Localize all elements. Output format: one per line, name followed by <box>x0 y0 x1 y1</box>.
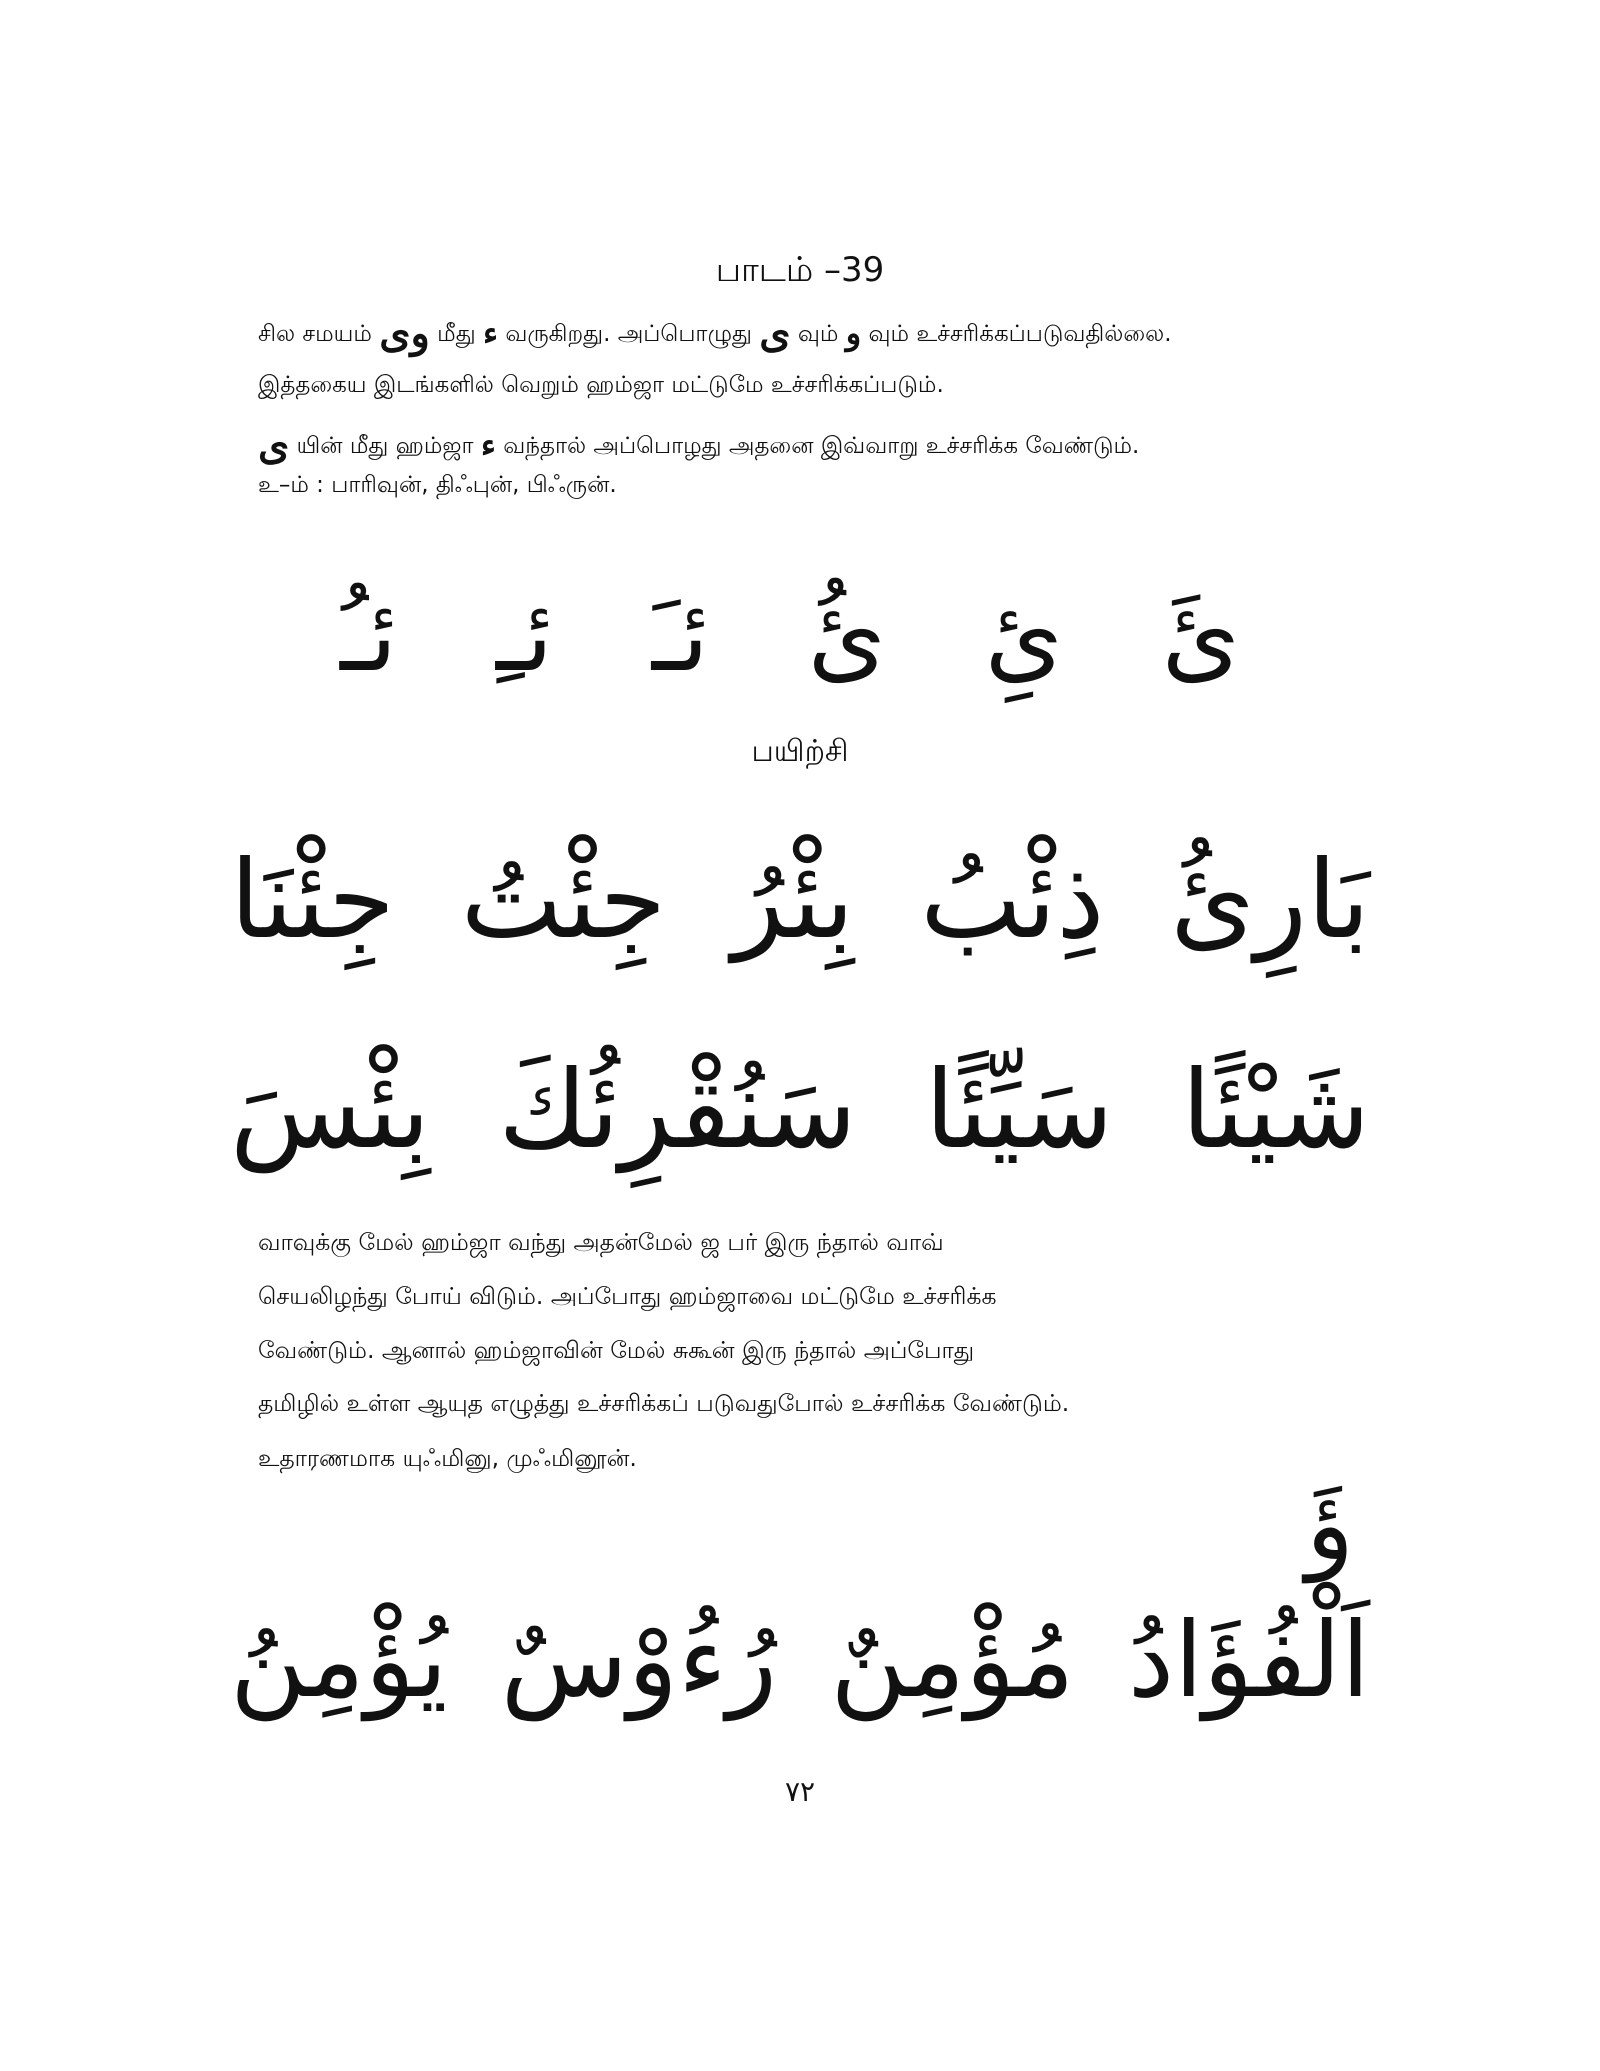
page-number: ٧٢ <box>784 1775 816 1808</box>
arabic-word: بِئْرُ <box>732 837 855 963</box>
arabic-word: مُؤْمِنٌ <box>830 1599 1075 1721</box>
intro-text: வும் உச்சரிக்கப்படுவதில்லை. <box>861 321 1172 347</box>
intro-text: வருகிறது. அப்பொழுது <box>498 321 760 347</box>
arabic-letter: ئـِ <box>495 576 554 694</box>
arabic-letter: ئِ <box>984 576 1063 694</box>
practice-words-row-1 <box>230 810 1370 990</box>
intro-line-4: உ–ம் : பாரிவுன், திஃபுன், பிஃருன். <box>258 472 617 498</box>
intro-text: மீது <box>429 321 483 347</box>
arabic-letter: ئُ <box>807 576 886 694</box>
arabic-letter: ئـُ <box>340 576 398 694</box>
explanation-line-2: செயலிழந்து போய் விடும். அப்போது ஹம்ஜாவை மட்டுமே உச்சரிக்க <box>258 1282 997 1310</box>
arabic-inline: وى <box>379 310 430 357</box>
explanation-line-1: வாவுக்கு மேல் ஹம்ஜா வந்து அதன்மேல் ஜ பர் இரு ந்தால் வாவ் <box>258 1228 944 1256</box>
arabic-word: جِئْنَا <box>230 837 395 963</box>
explanation-line-3: வேண்டும். ஆனால் ஹம்ஜாவின் மேல் சுகூன் இரு ந்தால் அப்போது <box>258 1336 975 1364</box>
practice-label: பயிற்சி <box>751 734 849 769</box>
arabic-letter: ئـَ <box>651 576 709 694</box>
arabic-word: جِئْتُ <box>460 837 667 963</box>
explanation-line-5: உதாரணமாக யுஃமினு, முஃமினூன். <box>258 1444 637 1472</box>
lesson-title: பாடம் –39 <box>715 250 885 290</box>
intro-line-1 <box>258 310 1368 357</box>
waw-hamza-letter: ؤَ <box>1305 1466 1355 1583</box>
arabic-inline: ء <box>482 314 499 352</box>
arabic-word: بِئْسَ <box>230 1047 431 1173</box>
intro-text: வும் <box>790 321 846 347</box>
arabic-inline: و <box>845 314 862 352</box>
arabic-letter: ئَ <box>1161 576 1240 694</box>
intro-text: வந்தால் அப்பொழது அதனை இவ்வாறு உச்சரிக்க வேண்டும். <box>495 433 1140 459</box>
arabic-word: يُؤْمِنُ <box>230 1599 448 1721</box>
arabic-word: شَيْئًا <box>1181 1047 1370 1173</box>
arabic-inline: ى <box>258 422 290 469</box>
explanation-line-4: தமிழில் உள்ள ஆயுத எழுத்து உச்சரிக்கப் படுவதுபோல் உச்சரிக்க வேண்டும். <box>258 1389 1070 1417</box>
hamza-letter-row <box>340 560 1240 710</box>
intro-text: யின் மீது ஹம்ஜா <box>289 433 481 459</box>
arabic-word: سَيِّئًا <box>924 1047 1114 1173</box>
arabic-word: سَنُقْرِئُكَ <box>498 1047 857 1173</box>
intro-line-3 <box>258 422 1368 469</box>
practice-words-row-2 <box>230 1020 1370 1200</box>
arabic-word: اَلْفُؤَادُ <box>1127 1599 1370 1721</box>
practice-words-row-3 <box>230 1570 1370 1750</box>
arabic-inline: ى <box>759 310 791 357</box>
intro-text: சில சமயம் <box>258 321 380 347</box>
arabic-word: ذِئْبُ <box>920 837 1105 963</box>
arabic-word: بَارِئُ <box>1170 837 1370 963</box>
arabic-word: رُءُوْسٌ <box>500 1599 778 1721</box>
arabic-inline: ء <box>480 426 496 464</box>
intro-line-2: இத்தகைய இடங்களில் வெறும் ஹம்ஜா மட்டுமே உச்சரிக்கப்படும். <box>258 372 944 398</box>
